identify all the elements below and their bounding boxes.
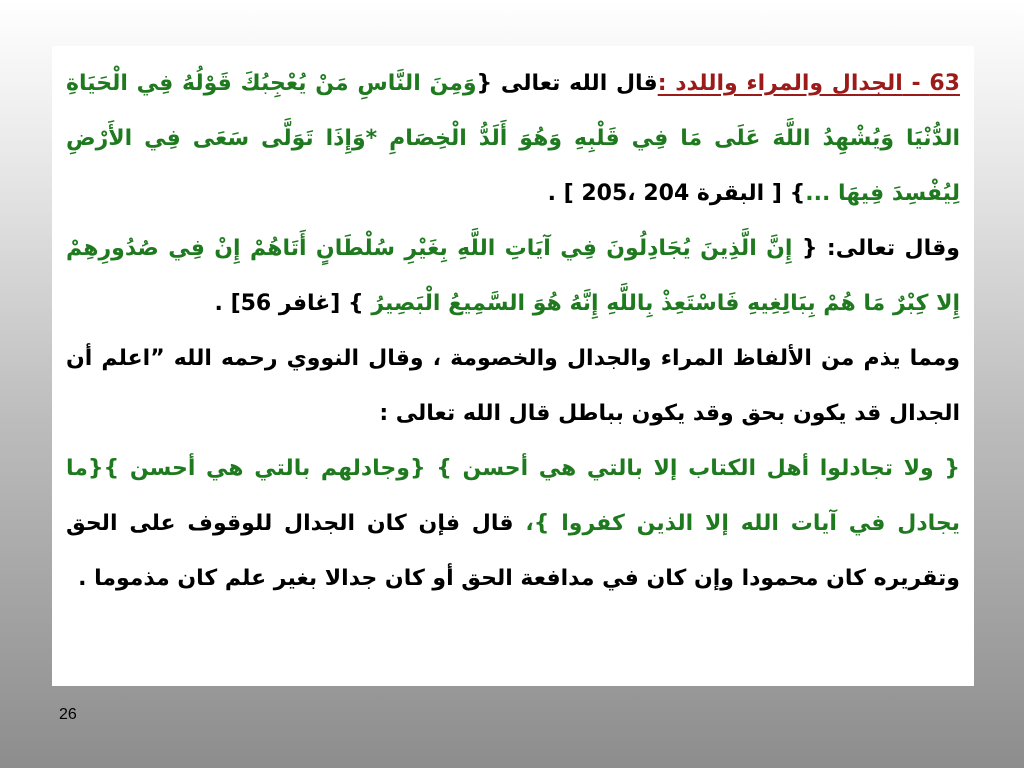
para1-intro: قال الله تعالى: [492, 71, 658, 96]
heading-title: الجدال والمراء واللدد :: [657, 71, 903, 96]
nawawi-quote: ومما يذم من الألفاظ المراء والجدال والخصومة ، وقال النووي رحمه الله ”اعلم أن الجدال قد يكون بحق وقد يكون بباطل قال الله تعالى :: [66, 346, 960, 426]
para2-intro: وقال تعالى:: [817, 236, 960, 261]
para1-open-brace: {: [476, 71, 493, 96]
heading-number: 63: [929, 71, 960, 96]
quran-verse-ghafir: إِنَّ الَّذِينَ يُجَادِلُونَ فِي آيَاتِ اللَّهِ بِغَيْرِ سُلْطَانٍ أَتَاهُمْ إِنْ فِي صُدُورِهِمْ إِلا كِبْرٌ مَا هُمْ بِبَالِغِيهِ فَاسْتَعِذْ بِاللَّهِ إِنَّهُ هُوَ السَّمِيعُ الْبَصِيرُ: [66, 236, 960, 316]
paragraph-2: [66, 221, 960, 331]
para1-close-brace: }: [789, 181, 806, 206]
para2-close-brace: }: [348, 291, 364, 316]
para2-open-brace: {: [801, 236, 818, 261]
heading-separator: -: [902, 71, 930, 96]
verse-reference-baqarah: [ البقرة 204 ،205 ] .: [547, 181, 790, 206]
conclusion-text: قال فإن كان الجدال للوقوف على الحق وتقريره كان محمودا وإن كان في مدافعة الحق أو كان جدالا بغير علم كان مذموما .: [66, 511, 960, 591]
slide-text-box: [52, 46, 974, 686]
paragraph-1: [66, 56, 960, 221]
paragraph-4: [66, 441, 960, 606]
paragraph-3: [66, 331, 960, 441]
slide-number: 26: [59, 706, 77, 723]
quran-verse-baqarah: وَمِنَ النَّاسِ مَنْ يُعْجِبُكَ قَوْلُهُ فِي الْحَيَاةِ الدُّنْيَا وَيُشْهِدُ اللَّهَ عَلَى مَا فِي قَلْبِهِ وَهُوَ أَلَدُّ الْخِصَامِ *وَإِذَا تَوَلَّى سَعَى فِي الأَرْضِ لِيُفْسِدَ فِيهَا ...: [66, 71, 960, 206]
verse-reference-ghafir: [غافر 56] .: [214, 291, 349, 316]
quran-verses-jidal: { ولا تجادلوا أهل الكتاب إلا بالتي هي أحسن } {وجادلهم بالتي هي أحسن }{ما يجادل في آيات الله إلا الذين كفروا }،: [66, 456, 960, 536]
heading: [658, 71, 960, 96]
